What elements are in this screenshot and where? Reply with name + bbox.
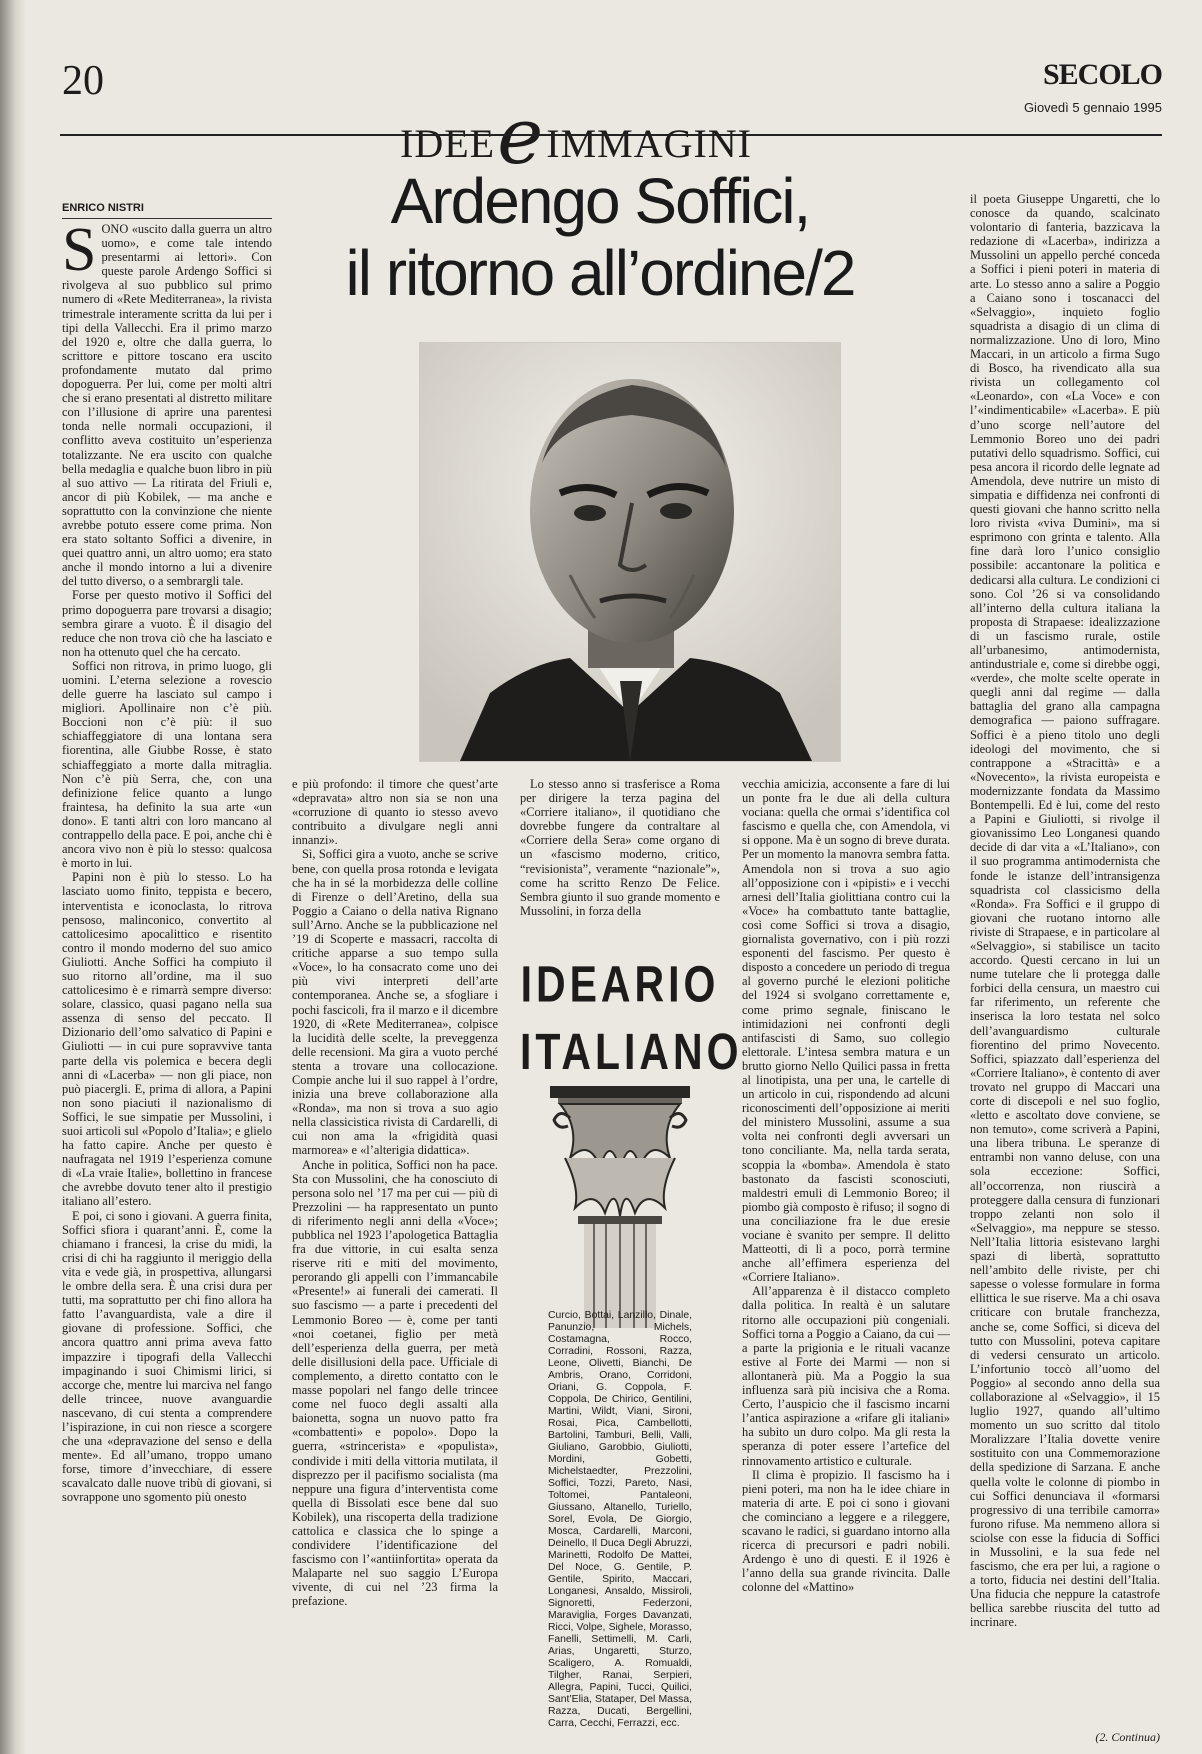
article-column-5 [970, 192, 1160, 1712]
corinthian-column-illustration [520, 1078, 720, 1328]
paragraph: E poi, ci sono i giovani. A guerra finita, Soffici sfiora i quarant’anni. È, come la chiamano i francesi, la crise du midi, la crisi di chi ha raggiunto il meriggio della vita e vede già, in prospettiva, allungarsi le ombre della sera. È una crisi dura per tutti, ma soprattutto per chi fino allora ha fatto l’avanguardista, vale a dire il giovane di professione. Soffici, che ancora quattro anni prima aveva fatto impazzire i tipografi della Vallecchi impaginando i suoi Chimismi lirici, si accorge che, mentre lui marciva nel fango delle trincee, nuove avanguardie nascevano, di cui stenta a comprendere l’ispirazione, in cui non riesce a scorgere che una «depravazione del senso e della mente». Ed all’umano, troppo umano forse, timore d’invecchiare, di essere scavalcato dalle nuove tribù di giovani, si sovrappone uno sgomento più onesto [62, 1208, 272, 1505]
paragraph: Soffici non ritrova, in primo luogo, gli uomini. L’eterna selezione a rovescio delle guerre ha lasciato sul campo i migliori. Apollinaire non c’è più. Boccioni non c’è più: il suo schiaffeggiatore di una lontana sera fiorentina, alle Giubbe Rosse, è stato schiaffeggiato a morte dalla mitraglia. Non c’è più Serra, che, con una definizione felice quanto a lungo fraintesa, ha definito la sua arte «un dono». E tanti altri con loro mancano al contrappello della pace. E poi, anche chi è ancora vivo non è più lo stesso: qualcosa è morto in lui. [62, 658, 272, 871]
page-spine-shadow [0, 0, 26, 1754]
portrait-illustration [420, 343, 840, 761]
headline-line-1: Ardengo Soffici, [390, 165, 810, 237]
paragraph: Forse per questo motivo il Soffici del primo dopoguerra pare trovarsi a disagio; sembra girare a vuoto. È il disagio del reduce che non trova ciò che ha lasciato e non ha ottenuto quel che ha cercato. [62, 588, 272, 659]
paragraph: Lo stesso anno si trasferisce a Roma per dirigere la terza pagina del «Corriere italiano», il quotidiano che dovrebbe fungere da contraltare al «Corriere della Sera» come organo di un «fascismo moderno, critico, “revisionista”, veramente “nazionale”», come ha scritto Renzo De Felice. Sembra giunto il suo grande momento e Mussolini, in forza della [520, 777, 720, 918]
section-left: IDEE [400, 121, 496, 166]
ideario-names-list: Curcio, Bottai, Lanzillo, Dinale, Panunzio, Michels, Costamagna, Rocco, Corradini, Rossoni, Razza, Leone, Olivetti, Bianchi, De Ambris, Orano, Corridoni, Oriani, G. Coppola, F. Coppola, De Chirico, Gentilini, Martini, Wildt, Viani, Sironi, Rosai, Pica, Cambellotti, Bartolini, Tamburi, Belli, Valli, Giuliano, Garobbio, Giuliotti, Mordini, Gobetti, Michelstaedter, Prezzolini, Soffici, Tozzi, Pareto, Nasi, Toltomei, Pantaleoni, Giussano, Altanello, Turiello, Sorel, Evola, De Giorgio, Mosca, Cardarelli, Marconi, Deinello, Il Duca Degli Abruzzi, Marinetti, Rodolfo De Mattei, Del Noce, G. Gentile, P. Gentile, Spirito, Maccari, Longanesi, Ansaldo, Missiroli, Signoretti, Federzoni, Maraviglia, Forges Davanzati, Ricci, Volpe, Sighele, Morasso, Fanelli, Settimelli, M. Carli, Arias, Ungaretti, Sturzo, Scaligero, A. Romualdi, Tilgher, Ranai, Serpieri, Allegra, Papini, Tucci, Quilici, Sant’Elia, Stataper, Del Massa, Razza, Ducati, Bergellini, Carra, Cecchi, Ferrazzi, ecc. [548, 1310, 692, 1729]
paragraph: il poeta Giuseppe Ungaretti, che lo conosce da quando, scalcinato volontario di fanteria, bazzicava la redazione di «Lacerba», indirizza a Mussolini un appello perché conceda a Soffici i pieni poteri in materia di arte. Lo stesso anno a salire a Poggio a Caiano sono i toscanacci del «Selvaggio», inquieto foglio squadrista a disagio di un clima di normalizzazione. Uno di loro, Mino Maccari, in un articolo a firma Sugo di Bosco, ha rivendicato alla sua rivista un collegamento col «Leonardo», con «La Voce» e con l’«indimenticabile» «Lacerba». E più d’uno scorge nell’autore del Lemmonio Boreo uno dei padri putativi dello squadrismo. Soffici, cui pesa ancora il ricordo delle legnate ad Amendola, deve nutrire un misto di simpatia e diffidenza nei confronti di questi giovani che hanno scritto nella loro rivista «viva Dumini», ma si esprimono con grinta e talento. Alla fine darà loro l’unico consiglio possibile: accantonare la politica e dedicarsi alla cultura. Le condizioni ci sono. Col ’26 si va consolidando all’interno della cultura italiana la proposta di Strapaese: idealizzazione di un fascismo rurale, ostile all’urbanesimo, antimodernista, antindustriale e, come si direbbe oggi, «verde», che molte scelte operate in quegli anni dal regime — dalla battaglia del grano alla campagna demografica — paiono suffragare. Soffici è a pieno titolo uno degli ideologi del movimento, che si contrappone a «Stracittà» e a «Novecento», la rivista europeista e modernizzante fondata da Massimo Bontempelli. Ed è lui, come del resto a Papini e Giuliotti, si rivolge il giovanissimo Leo Longanesi quando decide di dar vita a «L’Italiano», con il suo programma antimodernista che fonde le istanze dell’intransigenza squadrista col classicismo della «Ronda». Fra Soffici e il gruppo di giovani che ruotano intorno alle riviste di Strapaese, e in particolare al «Selvaggio», si stabilisce un tacito accordo. Questi cercano in lui un nume tutelare che li protegga dalle forbici della censura, un maestro cui far riferimento, un referente che inserisca la loro testata nel solco dell’avanguardismo culturale fiorentino del primo Novecento. Soffici, spiazzato dall’esperienza del «Corriere Italiano», è contento di aver trovato nel gruppo di Maccari una corte di discepoli e nel suo foglio, «letto e ascoltato dove conviene, se non temuto», come scriverà a Papini, una libera tribuna. Le speranze di entrambi non vanno deluse, con una sola eccezione: Soffici, all’occorrenza, non riuscirà a proteggere dalla censura di funzionari troppo zelanti non solo il «Selvaggio», ma neppure se stesso. Nell’Italia littoria esistevano larghi spazi di libertà, soprattutto nell’ambito delle riviste, per chi sapesse o volesse formulare in forma ellittica le sue riserve. Ma a chi osava criticare con brutale franchezza, anche se, come Soffici, si diceva del tutto con Mussolini, poteva capitare di vedersi censurato un articolo. L’infortunio toccò all’uomo del Poggio» al secondo anno della sua collaborazione al «Selvaggio», il 15 luglio 1927, quando all’ultimo momento un suo scritto dal titolo Moralizzare l’Italia dovette venire sostituito con una Commemorazione della spedizione di Sarzana. E anche quella volte le colonne di piombo in cui Soffici denunciava il «formarsi progressivo di una terribile camorra» furono rifuse. Ma nemmeno allora si sciolse con esse la fiducia di Soffici in Mussolini, e la sua fede nel fascismo, che era per lui, a ragione o a torto, fiducia nei destini dell’Italia. Una fiducia che neppure la catastrofe bellica sarebbe riuscita del tutto ad incrinare. [970, 192, 1160, 1630]
paragraph: ONO «uscito dalla guerra un altro uomo», e come tale intendo presentarmi ai lettori». Con queste parole Ardengo Soffici si rivolgeva al suo pubblico sul primo numero di «Rete Mediterranea», la rivista trimestrale interamente scritta da lui per i tipi della Vallecchi. Era il primo marzo del 1920 e, oltre che dalla guerra, lo scrittore e pittore toscano era uscito profondamente mutato dal primo dopoguerra. Per lui, come per molti altri che si erano presentati al distretto militare con l’illusione di aprire una parentesi tonda nelle normali occupazioni, il conflitto aveva costituito un’esperienza totalizzante. Ne era uscito con qualche bella medaglia e qualche buon libro in più al suo attivo — La ritirata del Friuli e, ancor di più Kobilek, — ma anche e soprattutto con la convinzione che niente avrebbe potuto essere come prima. Non era stato soltanto Soffici a divenire, in quei quattro anni, un altro uomo; era stato anche il mondo intorno a lui a divenire del tutto diverso, o a sembrargli tale. [62, 222, 272, 589]
portrait-photo [419, 342, 841, 762]
article-column-2 [292, 777, 498, 1742]
paragraph: Il clima è propizio. Il fascismo ha i pieni poteri, ma non ha le idee chiare in materia di arte. E poi ci sono i giovani che cominciano a leggere e a rileggere, scavano le radici, si guardano intorno alla ricerca di precursori e padri nobili. Ardengo è uno di questi. E il 1926 è l’anno della sua grande rivincita. Dalle colonne del «Mattino» [742, 1467, 950, 1595]
page-number: 20 [62, 58, 104, 104]
article-column-1 [62, 222, 272, 1742]
sidebar-title-line-2: ITALIANO [520, 1022, 743, 1080]
sidebar-title-line-1: IDEARIO [520, 955, 720, 1013]
article-column-3 [520, 777, 720, 937]
section-right: IMMAGINI [546, 121, 753, 166]
continues-note: (2. Continua) [1095, 1730, 1160, 1744]
masthead [1024, 60, 1162, 115]
paragraph: All’apparenza è il distacco completo dalla politica. In realtà è un salutare ritorno alle occupazioni più congeniali. Soffici torna a Poggio a Caiano, da cui — a parte la prigionia e le rituali vacanze estive al Forte dei Marmi — non si allontanerà più. Ma a Poggio la sua influenza sarà più incisiva che a Roma. Certo, l’auspicio che il fascismo incarni l’antica aspirazione a «rifare gli italiani» ha subito un duro colpo. Ma gli resta la speranza di poter essere l’artefice del rinnovamento artistico e culturale. [742, 1284, 950, 1468]
paragraph: Anche in politica, Soffici non ha pace. Sta con Mussolini, che ha conosciuto di persona solo nel ’17 ma per cui — più di Prezzolini — ha rappresentato un punto di riferimento negli anni della «Voce»; pubblica nel 1923 l’apologetica Battaglia fra due vittorie, in cui esalta senza riserve riti e miti del movimento, perorando gli appelli con l’immancabile «Presente!» ai funerali dei camerati. Il suo fascismo — a parte i precedenti del Lemmonio Boreo — è, come per tanti «noi coetanei, figlio per metà dell’esperienza della guerra, per metà delle disillusioni della pace. Ufficiale di complemento, a diretto contatto con le masse popolari nel fango delle trincee come nel fuoco degli assalti alla baionetta, sogna un nuovo patto fra «combattenti» e popolo». Dopo la guerra, «strincerista» e «populista», condivide i miti della vittoria mutilata, il disprezzo per il pacifismo socialista (ma neppure una figura d’interventista come quella di Bissolati esce bene dal suo Kobilek), una riscoperta della tradizione cattolica e classica che lo spinge a condividere l’identificazione del fascismo con l’«antiinfortita» operata da Malaparte nel suo saggio L’Europa vivente, di cui nel ’23 firma la prefazione. [292, 1157, 498, 1609]
drop-cap: S [62, 222, 97, 284]
issue-date: Giovedì 5 gennaio 1995 [1023, 100, 1162, 115]
paragraph: e più profondo: il timore che quest’arte «depravata» altro non sia se non una «corruzione di quanto io stesso avevo contribuito a divulgare negli anni innanzi». [292, 777, 498, 848]
masthead-logo: SECOLO [1042, 58, 1162, 91]
article-column-4 [742, 777, 950, 1742]
paragraph: Sì, Soffici gira a vuoto, anche se scrive bene, con quella prosa rotonda e levigata che ha in sé la morbidezza delle colline di Firenze o dell’Aretino, della sua Poggio a Caiano o della nativa Rignano sull’Arno. Anche se la pubblicazione nel ’19 di Scoperte e massacri, raccolta di critiche apparse a suo tempo sulla «Voce», lo ha consacrato come uno dei più vivi interpreti dell’arte contemporanea. Anche se, a sfogliare i pochi fascicoli, fra il marzo e il dicembre 1920, di «Rete Mediterranea», colpisce la lucidità delle scelte, la preveggenza delle recensioni. Ma gira a vuoto perché stenta a trovare una collocazione. Compie anche lui il suo rappel à l’ordre, inizia una breve collaborazione alla «Ronda», ma non si trova a suo agio nella classicistica rivista di Cardarelli, di cui non ama la «frigidità quasi marmorea» e «l’alterigia didattica». [292, 847, 498, 1158]
section-amp: e [497, 92, 545, 182]
paragraph: vecchia amicizia, acconsente a fare di lui un ponte fra le due ali della cultura vociana: quella che ormai s’identifica col fascismo e quella che, con Amendola, vi si oppone. Ma è un sogno di breve durata. Per un momento la manovra sembra fatta. Amendola non si trova a suo agio all’opposizione con i «pipisti» e i vecchi arnesi dell’Italia giolittiana contro cui la «Voce» ha combattuto tante battaglie, così come Soffici si trova a disagio, giornalista governativo, con i più rozzi esponenti del fascismo. Per questo è disposto a concedere un periodo di tregua al governo purché le elezioni politiche del 1924 si svolgano correttamente e, come primo segnale, finiscano le intimidazioni nei confronti degli antifascisti di Samo, suo collegio elettorale. L’intesa sembra matura e un brutto giorno Nello Quilici passa in fretta al linotipista, una per una, le cartelle di un articolo in cui, rispondendo ad alcuni riconoscimenti dell’opposizione ai meriti del ministero Mussolini, assume a sua volta nei confronti degli avversari un tono conciliante. Ma, nella tarda serata, scoppia la «bomba». Amendola è stato bastonato da fascisti sconosciuti, maldestri emuli di Lemmonio Boreo; il piombo già composto è rifuso; il sogno di una conciliazione fra le due eresie vociane è svanito per sempre. Il delitto Matteotti, di lì a poco, porrà termine anche all’effimera esperienza del «Corriere Italiano». [742, 777, 950, 1285]
header-rule [60, 134, 1162, 136]
section-title [400, 92, 753, 182]
paragraph: Papini non è più lo stesso. Lo ha lasciato uomo finito, teppista e becero, interventista e iconoclasta, lo ritrova pensoso, malinconico, convertito al cattolicesimo apocalittico e risentito contro il mondo moderno del suo amico Giuliotti. Anche Soffici ha compiuto il suo ritorno all’ordine, ma il suo cattolicesimo è e rimarrà sempre diverso: solare, classico, quasi pagano nella sua assenza di senso del peccato. Il Dizionario dell’omo salvatico di Papini e Giuliotti — in cui pure sopravvive tanta parte della vis polemica e becera degli anni di «Lacerba» — non gli piace, non può piacergli. E, prima di allora, a Papini non sono piaciuti il nazionalismo di Soffici, le sue simpatie per Mussolini, i suoi articoli sul «Popolo d’Italia»; e glielo ha fatto capire. Anche per questo è naufragata nel 1919 l’esperienza comune di «La vraie Italie», bollettino in francese che avrebbe dovuto tener alto il prestigio italiano all’estero. [62, 870, 272, 1209]
sidebar-title [520, 950, 743, 1085]
article-headline [300, 165, 900, 309]
headline-line-2: il ritorno all’ordine/2 [345, 237, 855, 309]
author-byline: ENRICO NISTRI [62, 202, 272, 219]
